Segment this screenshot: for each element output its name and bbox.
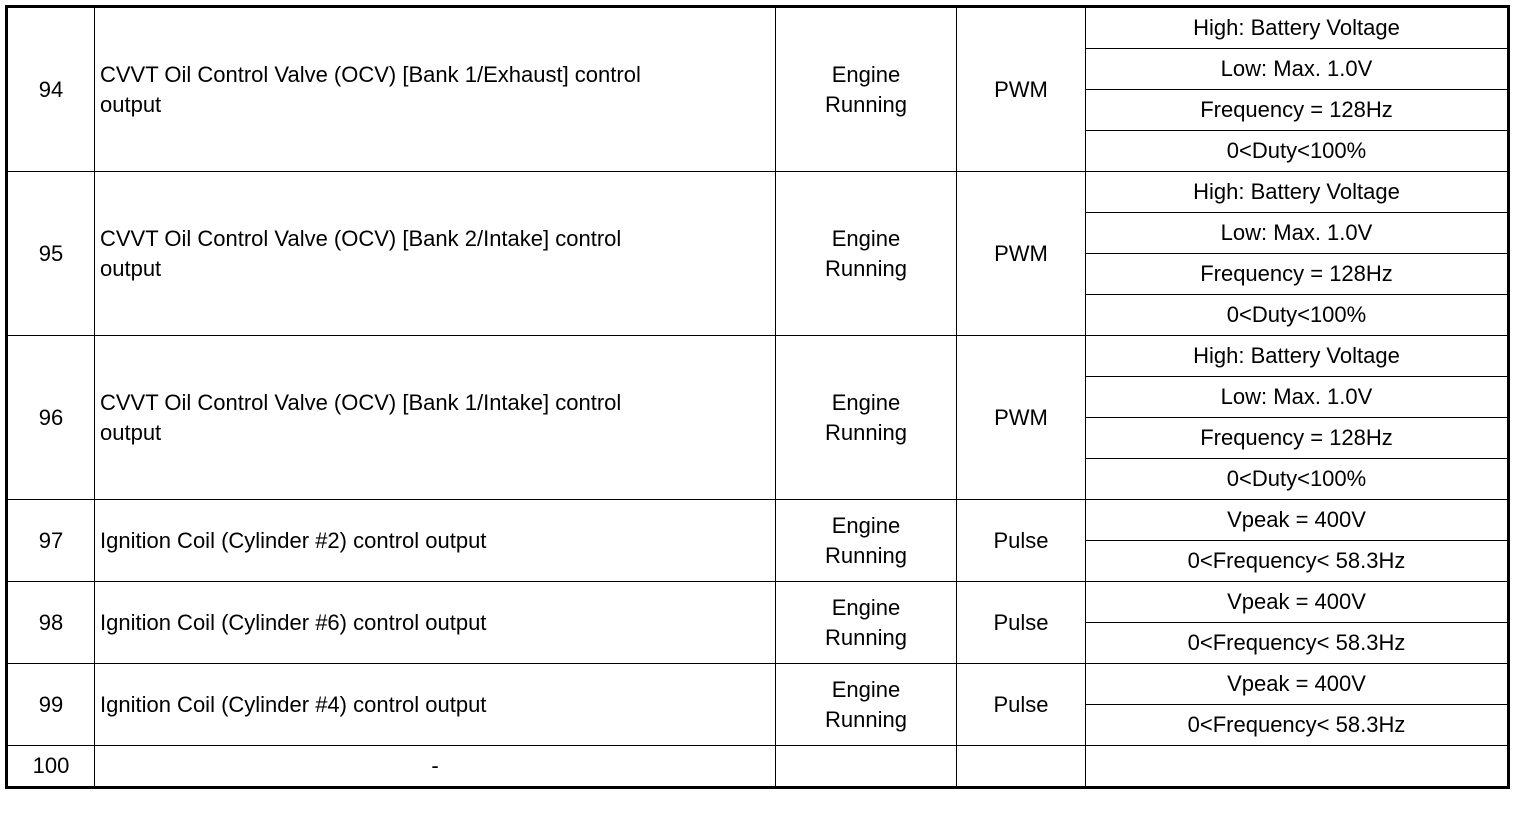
description-line: Ignition Coil (Cylinder #6) control output <box>100 609 487 635</box>
signal-level-cell: 0<Duty<100% <box>1086 459 1509 500</box>
signal-level-cell: 0<Duty<100% <box>1086 131 1509 172</box>
description-cell <box>95 500 776 582</box>
description-line: CVVT Oil Control Valve (OCV) [Bank 1/Exhaust] control <box>100 61 641 87</box>
pin-number-cell: 96 <box>7 336 95 500</box>
signal-level-cell: Low: Max. 1.0V <box>1086 49 1509 90</box>
table-row <box>7 7 1509 49</box>
condition-line: Running <box>825 542 907 568</box>
pin-function-table <box>5 5 1510 789</box>
table-row <box>7 336 1509 377</box>
signal-level-cell: Frequency = 128Hz <box>1086 418 1509 459</box>
condition-line: Running <box>825 255 907 281</box>
signal-level-cell: Frequency = 128Hz <box>1086 254 1509 295</box>
table-row <box>7 746 1509 788</box>
table-row <box>7 500 1509 541</box>
signal-level-cell: Vpeak = 400V <box>1086 500 1509 541</box>
condition-line: Engine <box>831 389 901 415</box>
condition-cell <box>776 746 957 788</box>
signal-type-cell <box>957 746 1086 788</box>
condition-line: Engine <box>831 225 901 251</box>
signal-type-cell: PWM <box>957 172 1086 336</box>
condition-cell <box>776 500 957 582</box>
condition-cell <box>776 172 957 336</box>
signal-level-cell: Low: Max. 1.0V <box>1086 213 1509 254</box>
description-line: output <box>100 419 162 445</box>
description-line: CVVT Oil Control Valve (OCV) [Bank 1/Intake] control <box>100 389 622 415</box>
pin-number-cell: 98 <box>7 582 95 664</box>
description-cell: - <box>95 746 776 788</box>
condition-line: Engine <box>831 61 901 87</box>
description-line: Ignition Coil (Cylinder #4) control output <box>100 691 487 717</box>
description-cell <box>95 172 776 336</box>
signal-level-cell: 0<Frequency< 58.3Hz <box>1086 541 1509 582</box>
signal-level-cell: High: Battery Voltage <box>1086 7 1509 49</box>
signal-level-cell: Low: Max. 1.0V <box>1086 377 1509 418</box>
description-line: CVVT Oil Control Valve (OCV) [Bank 2/Intake] control <box>100 225 622 251</box>
condition-line: Running <box>825 91 907 117</box>
signal-level-cell: High: Battery Voltage <box>1086 336 1509 377</box>
description-cell <box>95 582 776 664</box>
condition-line: Engine <box>831 594 901 620</box>
condition-line: Running <box>825 706 907 732</box>
pin-number-cell: 94 <box>7 7 95 172</box>
condition-line: Running <box>825 419 907 445</box>
pin-number-cell: 100 <box>7 746 95 788</box>
condition-cell <box>776 7 957 172</box>
pin-number-cell: 97 <box>7 500 95 582</box>
signal-level-cell: 0<Frequency< 58.3Hz <box>1086 623 1509 664</box>
description-cell <box>95 664 776 746</box>
description-line: output <box>100 255 162 281</box>
condition-cell <box>776 664 957 746</box>
signal-level-cell <box>1086 746 1509 788</box>
signal-level-cell: Vpeak = 400V <box>1086 664 1509 705</box>
table-row <box>7 172 1509 213</box>
signal-type-cell: Pulse <box>957 582 1086 664</box>
signal-level-cell: Frequency = 128Hz <box>1086 90 1509 131</box>
signal-type-cell: PWM <box>957 336 1086 500</box>
signal-type-cell: Pulse <box>957 500 1086 582</box>
description-line: output <box>100 91 162 117</box>
pin-number-cell: 99 <box>7 664 95 746</box>
condition-line: Running <box>825 624 907 650</box>
signal-level-cell: Vpeak = 400V <box>1086 582 1509 623</box>
pin-number-cell: 95 <box>7 172 95 336</box>
condition-line: Engine <box>831 676 901 702</box>
description-cell <box>95 336 776 500</box>
condition-cell <box>776 582 957 664</box>
description-line: Ignition Coil (Cylinder #2) control output <box>100 527 487 553</box>
signal-level-cell: High: Battery Voltage <box>1086 172 1509 213</box>
table-row <box>7 664 1509 705</box>
signal-type-cell: Pulse <box>957 664 1086 746</box>
signal-type-cell: PWM <box>957 7 1086 172</box>
table-row <box>7 582 1509 623</box>
condition-line: Engine <box>831 512 901 538</box>
signal-level-cell: 0<Frequency< 58.3Hz <box>1086 705 1509 746</box>
signal-level-cell: 0<Duty<100% <box>1086 295 1509 336</box>
description-cell <box>95 7 776 172</box>
pin-table-body <box>7 7 1509 788</box>
condition-cell <box>776 336 957 500</box>
